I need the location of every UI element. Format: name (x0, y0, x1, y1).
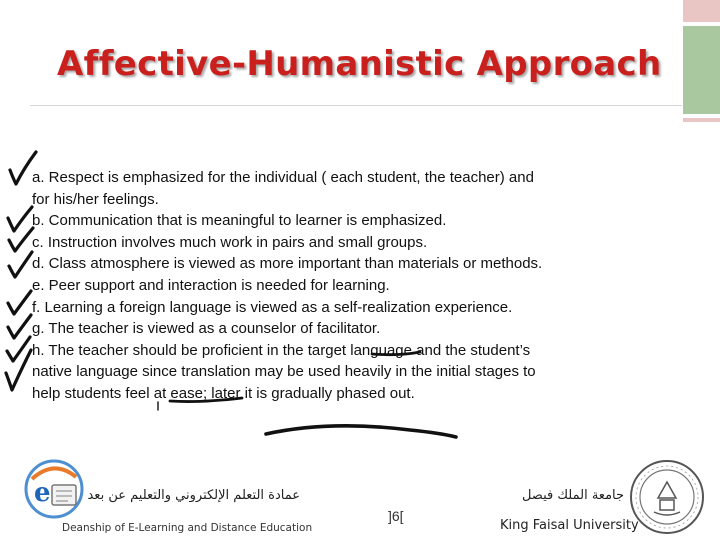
body-line-a-cont: for his/her feelings. (32, 190, 159, 208)
body-line-h: h. The teacher should be proficient in the target language and the student’s (32, 341, 531, 359)
body-line-h-cont-1: native language since translation may be used heavily in the initial stages to (32, 363, 536, 381)
checkmark-icon (9, 228, 33, 251)
accent-bar-bottom (683, 118, 720, 122)
university-seal-icon (628, 458, 706, 536)
deanship-arabic: عمادة التعلم الإلكتروني والتعليم عن بعد (87, 488, 300, 503)
slide-body (32, 167, 672, 405)
svg-text:e: e (34, 478, 51, 508)
body-line-c: c. Instruction involves much work in pairs and small groups. (32, 233, 428, 251)
body-line-a: a. Respect is emphasized for the individual ( each student, the teacher) and (32, 169, 534, 186)
checkmark-icon (8, 291, 31, 314)
checkmark-icon (6, 350, 31, 390)
accent-bar-top (683, 0, 720, 22)
body-line-g: g. The teacher is viewed as a counselor of facilitator. (32, 320, 381, 338)
university-arabic: جامعة الملك فيصل (521, 488, 625, 503)
deanship-name: Deanship of E-Learning and Distance Education (62, 522, 313, 534)
university-name: King Faisal University (500, 518, 639, 533)
body-line-b: b. Communication that is meaningful to learner is emphasized. (32, 212, 447, 230)
slide-title: Affective-Humanistic Approach (57, 44, 662, 84)
body-line-h-cont-2: help students feel at ease; later it is gradually phased out. (32, 384, 415, 402)
elearning-logo-icon (22, 455, 86, 519)
annotation-stroke (266, 426, 456, 437)
checkmark-icon (9, 252, 32, 277)
checkmark-icon (7, 337, 30, 361)
body-line-f: f. Learning a foreign language is viewed as a self-realization experience. (32, 298, 513, 316)
body-line-e: e. Peer support and interaction is needed for learning. (32, 276, 390, 294)
accent-bar-middle (683, 26, 720, 114)
body-line-d: d. Class atmosphere is viewed as more important than materials or methods. (32, 255, 543, 273)
checkmark-icon (8, 315, 31, 338)
title-divider (30, 105, 682, 106)
page-number: ]6[ (388, 508, 404, 524)
checkmark-icon (8, 207, 32, 231)
